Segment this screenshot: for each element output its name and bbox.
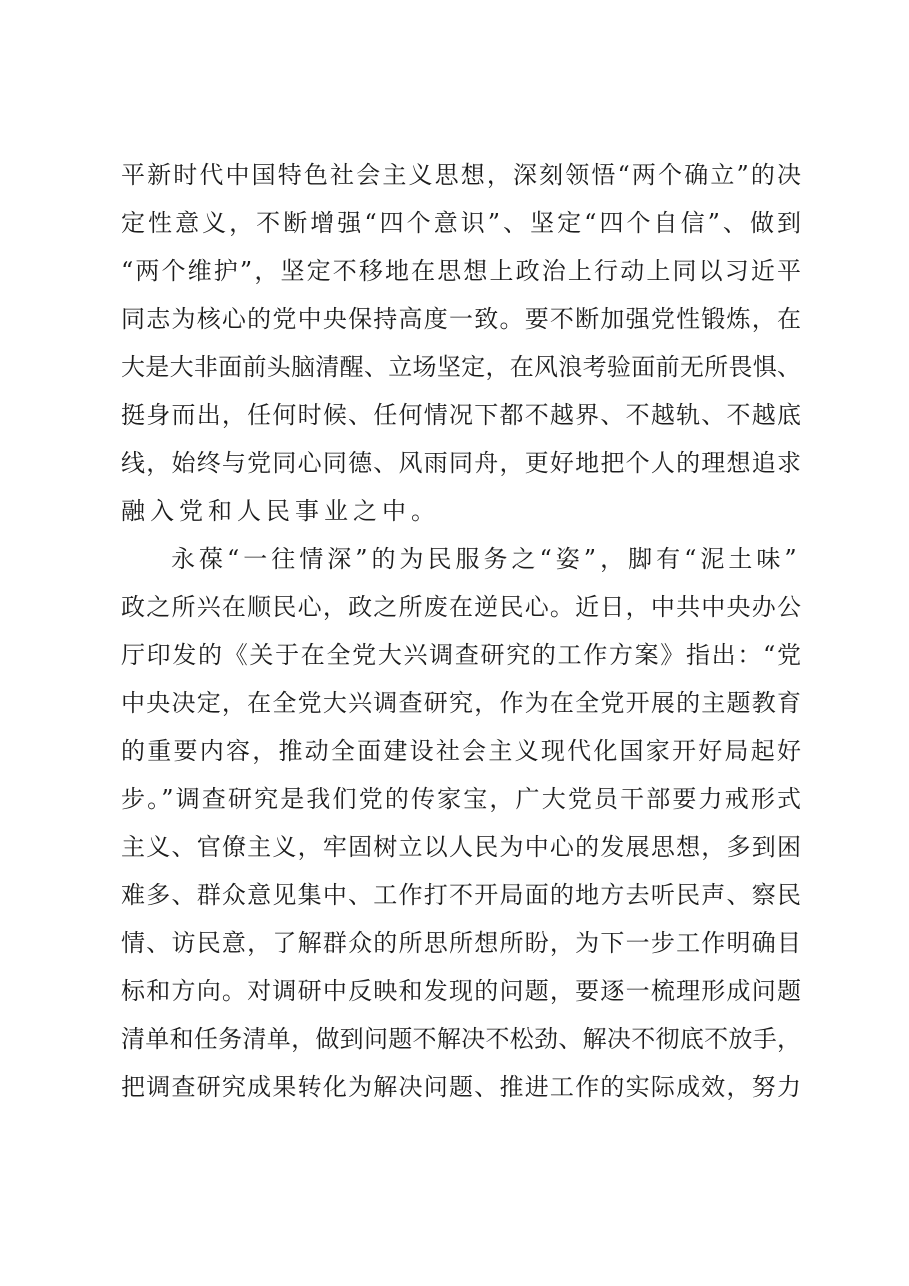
text-line: 政之所兴在顺民心，政之所废在逆民心。近日，中共中央办公 xyxy=(121,593,801,621)
text-line: 清单和任务清单，做到问题不解决不松劲、解决不彻底不放手， xyxy=(121,1025,801,1053)
text-line: 的重要内容，推动全面建设社会主义现代化国家开好局起好 xyxy=(121,737,801,765)
text-line: 标和方向。对调研中反映和发现的问题，要逐一梳理形成问题 xyxy=(121,977,801,1005)
body-text xyxy=(121,151,801,1111)
text-line: 线，始终与党同心同德、风雨同舟，更好地把个人的理想追求 xyxy=(121,449,801,477)
section-heading: 永葆“一往情深”的为民服务之“姿”，脚有“泥土味” xyxy=(171,545,801,573)
paragraph-end-line: 融入党和人民事业之中。 xyxy=(121,497,440,525)
text-line: 同志为核心的党中央保持高度一致。要不断加强党性锻炼，在 xyxy=(121,305,801,333)
text-line: 挺身而出，任何时候、任何情况下都不越界、不越轨、不越底 xyxy=(121,401,801,429)
text-line: 平新时代中国特色社会主义思想，深刻领悟“两个确立”的决 xyxy=(121,161,801,189)
text-line: 大是大非面前头脑清醒、立场坚定，在风浪考验面前无所畏惧、 xyxy=(121,353,801,381)
text-line: 主义、官僚主义，牢固树立以人民为中心的发展思想，多到困 xyxy=(121,833,801,861)
text-line: “两个维护”，坚定不移地在思想上政治上行动上同以习近平 xyxy=(121,257,801,285)
text-line: 难多、群众意见集中、工作打不开局面的地方去听民声、察民 xyxy=(121,881,801,909)
text-line: 步。”调查研究是我们党的传家宝，广大党员干部要力戒形式 xyxy=(121,785,801,813)
text-line: 中央决定，在全党大兴调查研究，作为在全党开展的主题教育 xyxy=(121,689,801,717)
text-line: 厅印发的《关于在全党大兴调查研究的工作方案》指出：“党 xyxy=(121,641,801,669)
text-line: 定性意义，不断增强“四个意识”、坚定“四个自信”、做到 xyxy=(121,209,801,237)
text-line: 把调查研究成果转化为解决问题、推进工作的实际成效，努力 xyxy=(121,1073,801,1101)
text-line: 情、访民意，了解群众的所思所想所盼，为下一步工作明确目 xyxy=(121,929,801,957)
